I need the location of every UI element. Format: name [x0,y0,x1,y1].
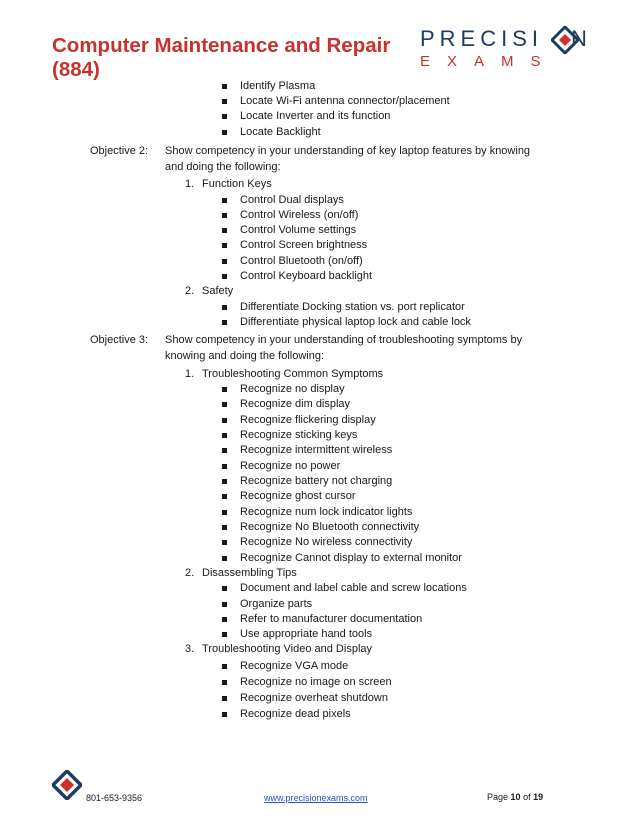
objective-2-text: Show competency in your understanding of key laptop features by knowing and doing the following: [165,145,531,173]
logo-text-top: PRECISI [420,26,544,51]
list-item: Identify Plasma [240,80,316,92]
item-title: Troubleshooting Common Symptoms [202,368,384,380]
list-item: Locate Wi-Fi antenna connector/placement [240,95,450,107]
list-item: Control Volume settings [240,224,357,236]
logo-diamond-icon [551,26,579,54]
list-item: Control Screen brightness [240,239,368,251]
list-item: Locate Inverter and its function [240,110,391,122]
item-title: Safety [202,285,234,297]
footer-phone: 801-653-9356 [86,793,143,803]
list-item: Recognize dim display [240,398,351,410]
list-item: Control Keyboard backlight [240,270,373,282]
logo-text-top-end: N [571,26,592,51]
item-number: 1. [185,178,195,190]
list-item: Recognize intermittent wireless [240,444,393,456]
list-item: Recognize Cannot display to external monitor [240,552,462,564]
logo-text-bottom: EXAMS [420,53,558,70]
item-title: Disassembling Tips [202,567,297,579]
list-item: Recognize flickering display [240,414,376,426]
precision-exams-logo [420,26,590,72]
objective-3-label: Objective 3: [90,334,149,346]
item-number: 2. [185,285,195,297]
list-item: Recognize no display [240,383,345,395]
list-item: Recognize No wireless connectivity [240,536,413,548]
list-item: Refer to manufacturer documentation [240,613,423,625]
list-item: Recognize sticking keys [240,429,358,441]
list-item: Control Bluetooth (on/off) [240,255,363,267]
list-item: Recognize no image on screen [240,676,392,688]
list-item: Differentiate Docking station vs. port replicator [240,301,465,313]
list-item: Recognize ghost cursor [240,490,356,502]
list-item: Recognize No Bluetooth connectivity [240,521,420,533]
list-item: Recognize battery not charging [240,475,393,487]
list-item: Control Wireless (on/off) [240,209,359,221]
list-item: Control Dual displays [240,194,344,206]
list-item: Recognize dead pixels [240,708,351,720]
list-item: Document and label cable and screw locations [240,582,467,594]
objective-3-text: Show competency in your understanding of troubleshooting symptoms by knowing and doing the following: [165,334,523,362]
list-item: Recognize no power [240,460,341,472]
list-item: Locate Backlight [240,126,321,138]
list-item: Recognize overheat shutdown [240,692,388,704]
list-item: Recognize VGA mode [240,660,349,672]
list-item: Organize parts [240,598,313,610]
item-number: 3. [185,643,195,655]
footer-diamond-logo-icon [52,770,82,800]
objective-2-label: Objective 2: [90,145,149,157]
item-title: Function Keys [202,178,272,190]
item-number: 1. [185,368,195,380]
list-item: Differentiate physical laptop lock and cable lock [240,316,471,328]
footer-website-link[interactable]: www.precisionexams.com [264,793,368,803]
item-title: Troubleshooting Video and Display [202,643,373,655]
page-title: Computer Maintenance and Repair (884) [52,34,391,81]
list-item: Use appropriate hand tools [240,628,373,640]
item-number: 2. [185,567,195,579]
footer-page-number: Page 10 of 19 [487,792,544,802]
list-item: Recognize num lock indicator lights [240,506,413,518]
